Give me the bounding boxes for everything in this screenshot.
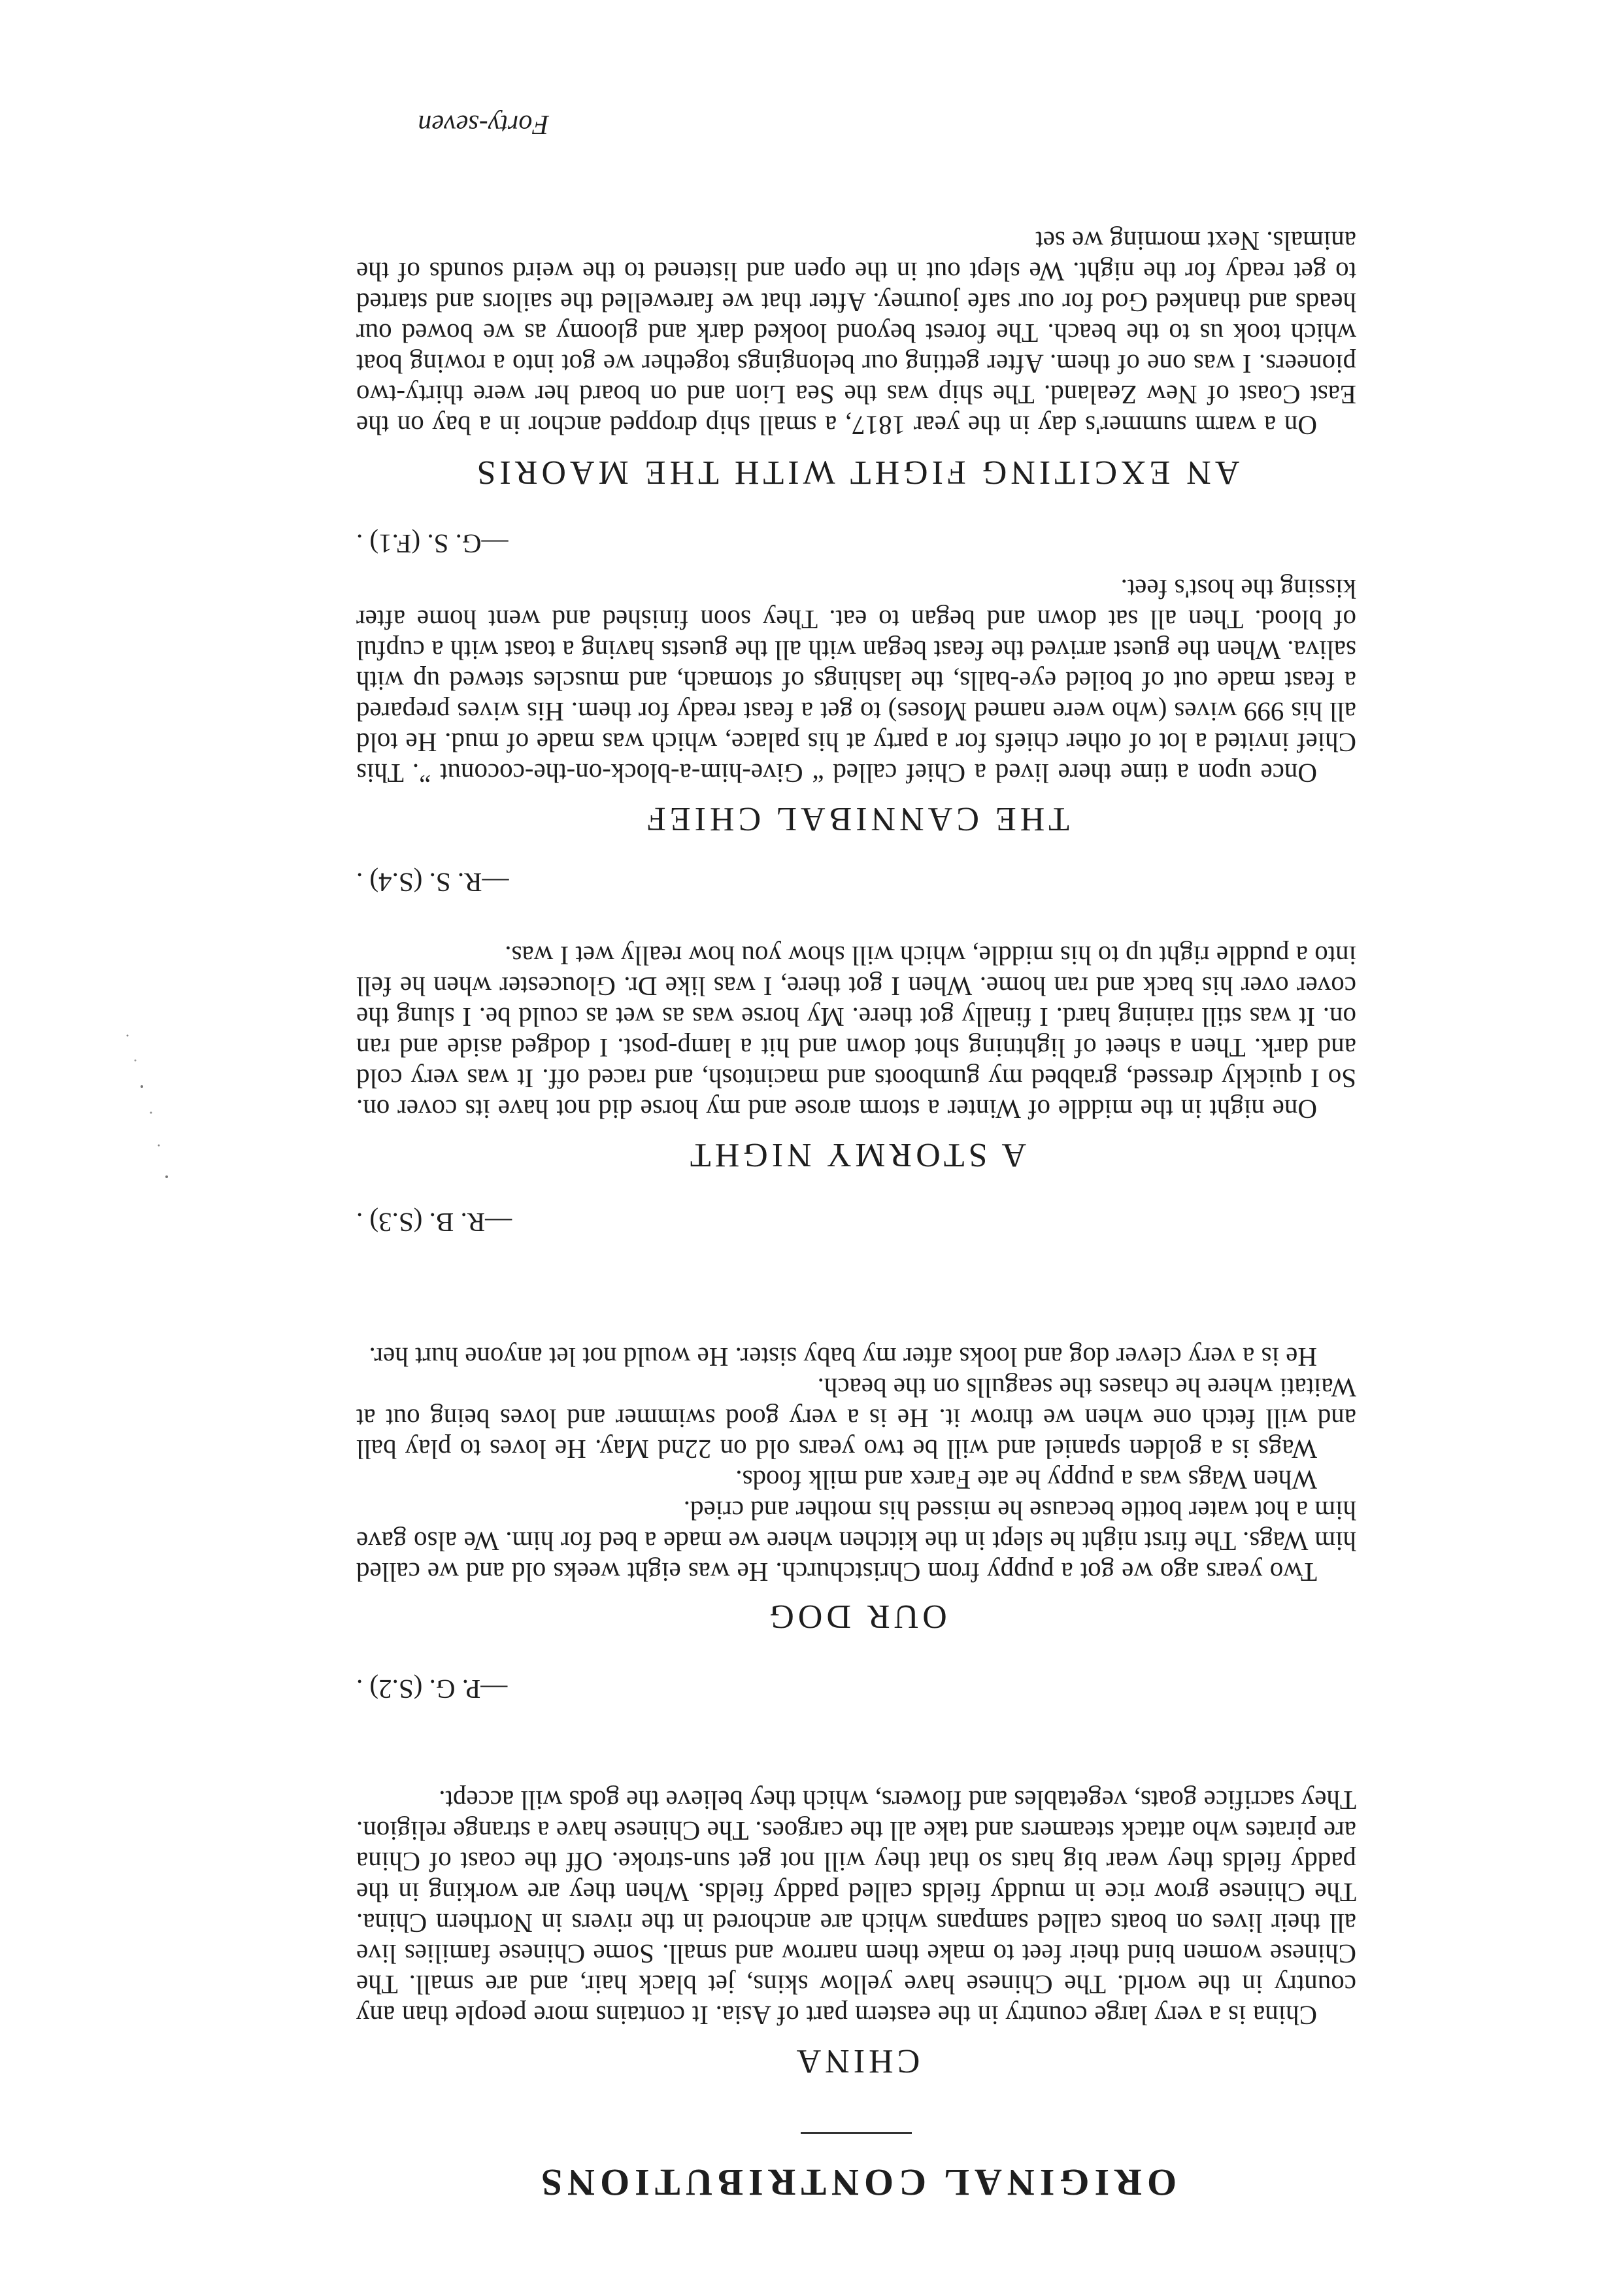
story-body-china: [356, 1785, 1356, 2031]
story-title-our-dog: OUR DOG: [765, 1598, 947, 1635]
story-paragraph: He is a very clever dog and looks after my baby sister. He would not let anyone hurt her.: [369, 1342, 1317, 1372]
story-signature-cannibal-chief: —G. S. (F.1) .: [356, 529, 509, 559]
story-body-our-dog: [356, 1342, 1356, 1587]
story-body-maoris: [356, 226, 1356, 441]
story-title-cannibal-chief: THE CANNIBAL CHIEF: [643, 800, 1070, 837]
story-paragraph: When Wags was a puppy he ate Farex and milk foods.: [735, 1465, 1317, 1495]
story-title-maoris: AN EXCITING FIGHT WITH THE MAORIS: [473, 454, 1240, 491]
page-heading: ORIGINAL CONTRIBUTIONS: [535, 2161, 1177, 2204]
story-body-stormy-night: [356, 940, 1356, 1124]
story-title-china: CHINA: [792, 2042, 920, 2080]
page-number: Forty-seven: [418, 109, 549, 139]
story-paragraph: China is a very large country in the eastern part of Asia. It contains more people than any country in the world. The Chinese have yellow skins, jet black hair, and are small. The Chinese women bind their feet to make them narrow and small. Some Chinese families live all their lives on boats called sampans which are anchored in the rivers in Northern China. The Chinese grow rice in muddy fields called paddy fields. When they are working in the paddy fields they wear big hats so that they will not get sun-stroke. Off the coast of China are pirates who attack steamers and take all the cargoes. The Chinese have a strange religion. They sacrifice goats, vegetables and flowers, which they believe the gods will accept.: [356, 1785, 1356, 2031]
story-paragraph: Once upon a time there lived a Chief called “ Give-him-a-block-on-the-coconut ”. This Chief invited a lot of other chiefs for a party at his palace, which was made of mud. He told all his 999 wives (who were named Moses) to get a feast ready for them. His wives prepared a feast made out of boiled eye-balls, the lashings of stomach, and muscles stewed up with saliva. When the guest arrived the feast began with all the guests having a toast with a cupful of blood. Then all sat down and began to eat. They soon finished and went home after kissing the host's feet.: [356, 574, 1356, 788]
scan-specks: [121, 1028, 173, 1185]
story-body-cannibal-chief: [356, 573, 1356, 788]
story-signature-stormy-night: —R. S. (S.4) .: [356, 868, 509, 898]
story-paragraph: One night in the middle of Winter a storm arose and my horse did not have its cover on. So I quickly dressed, grabbed my gumboots and macintosh, and raced off. It was very cold and dark. Then a sheet of lightning shot down and hit a lamp-post. I dodged aside and ran on. It was still raining hard. I finally got there. My horse was as wet as could be. I slung the cover over his back and ran home. When I got there, I was like Dr. Gloucester when he fell into a puddle right up to his middle, which will show you how really wet I was.: [356, 941, 1356, 1124]
story-paragraph: On a warm summer's day in the year 1817, a small ship dropped anchor in a bay on the East Coast of New Zealand. The ship was the Sea Lion and on board her were thirty-two pioneers. I was one of them. After getting our belongings together we got into a rowing boat which took us to the beach. The forest beyond looked dark and gloomy as we bowed our heads and thanked God for our safe journey. After that we farewelled the sailors and started to get ready for the night. We slept out in the open and listened to the weird sounds of the animals. Next morning we set: [356, 226, 1356, 441]
story-signature-our-dog: —R. B. (S.3) .: [356, 1207, 512, 1238]
story-paragraph: Two years ago we got a puppy from Christchurch. He was eight weeks old and we called him Wags. The first night he slept in the kitchen where we made a bed for him. We also gave him a hot water bottle because he missed his mother and cried.: [356, 1496, 1356, 1587]
heading-rule: [801, 2132, 912, 2134]
story-paragraph: Wags is a golden spaniel and will be two years old on 22nd May. He loves to play ball and will fetch one when we throw it. He is a very good swimmer and loves being out at Waitati where he chases the seagulls on the beach.: [356, 1373, 1356, 1464]
story-signature-china: —P. G. (S.2) .: [356, 1674, 508, 1704]
story-title-stormy-night: A STORMY NIGHT: [686, 1136, 1027, 1173]
